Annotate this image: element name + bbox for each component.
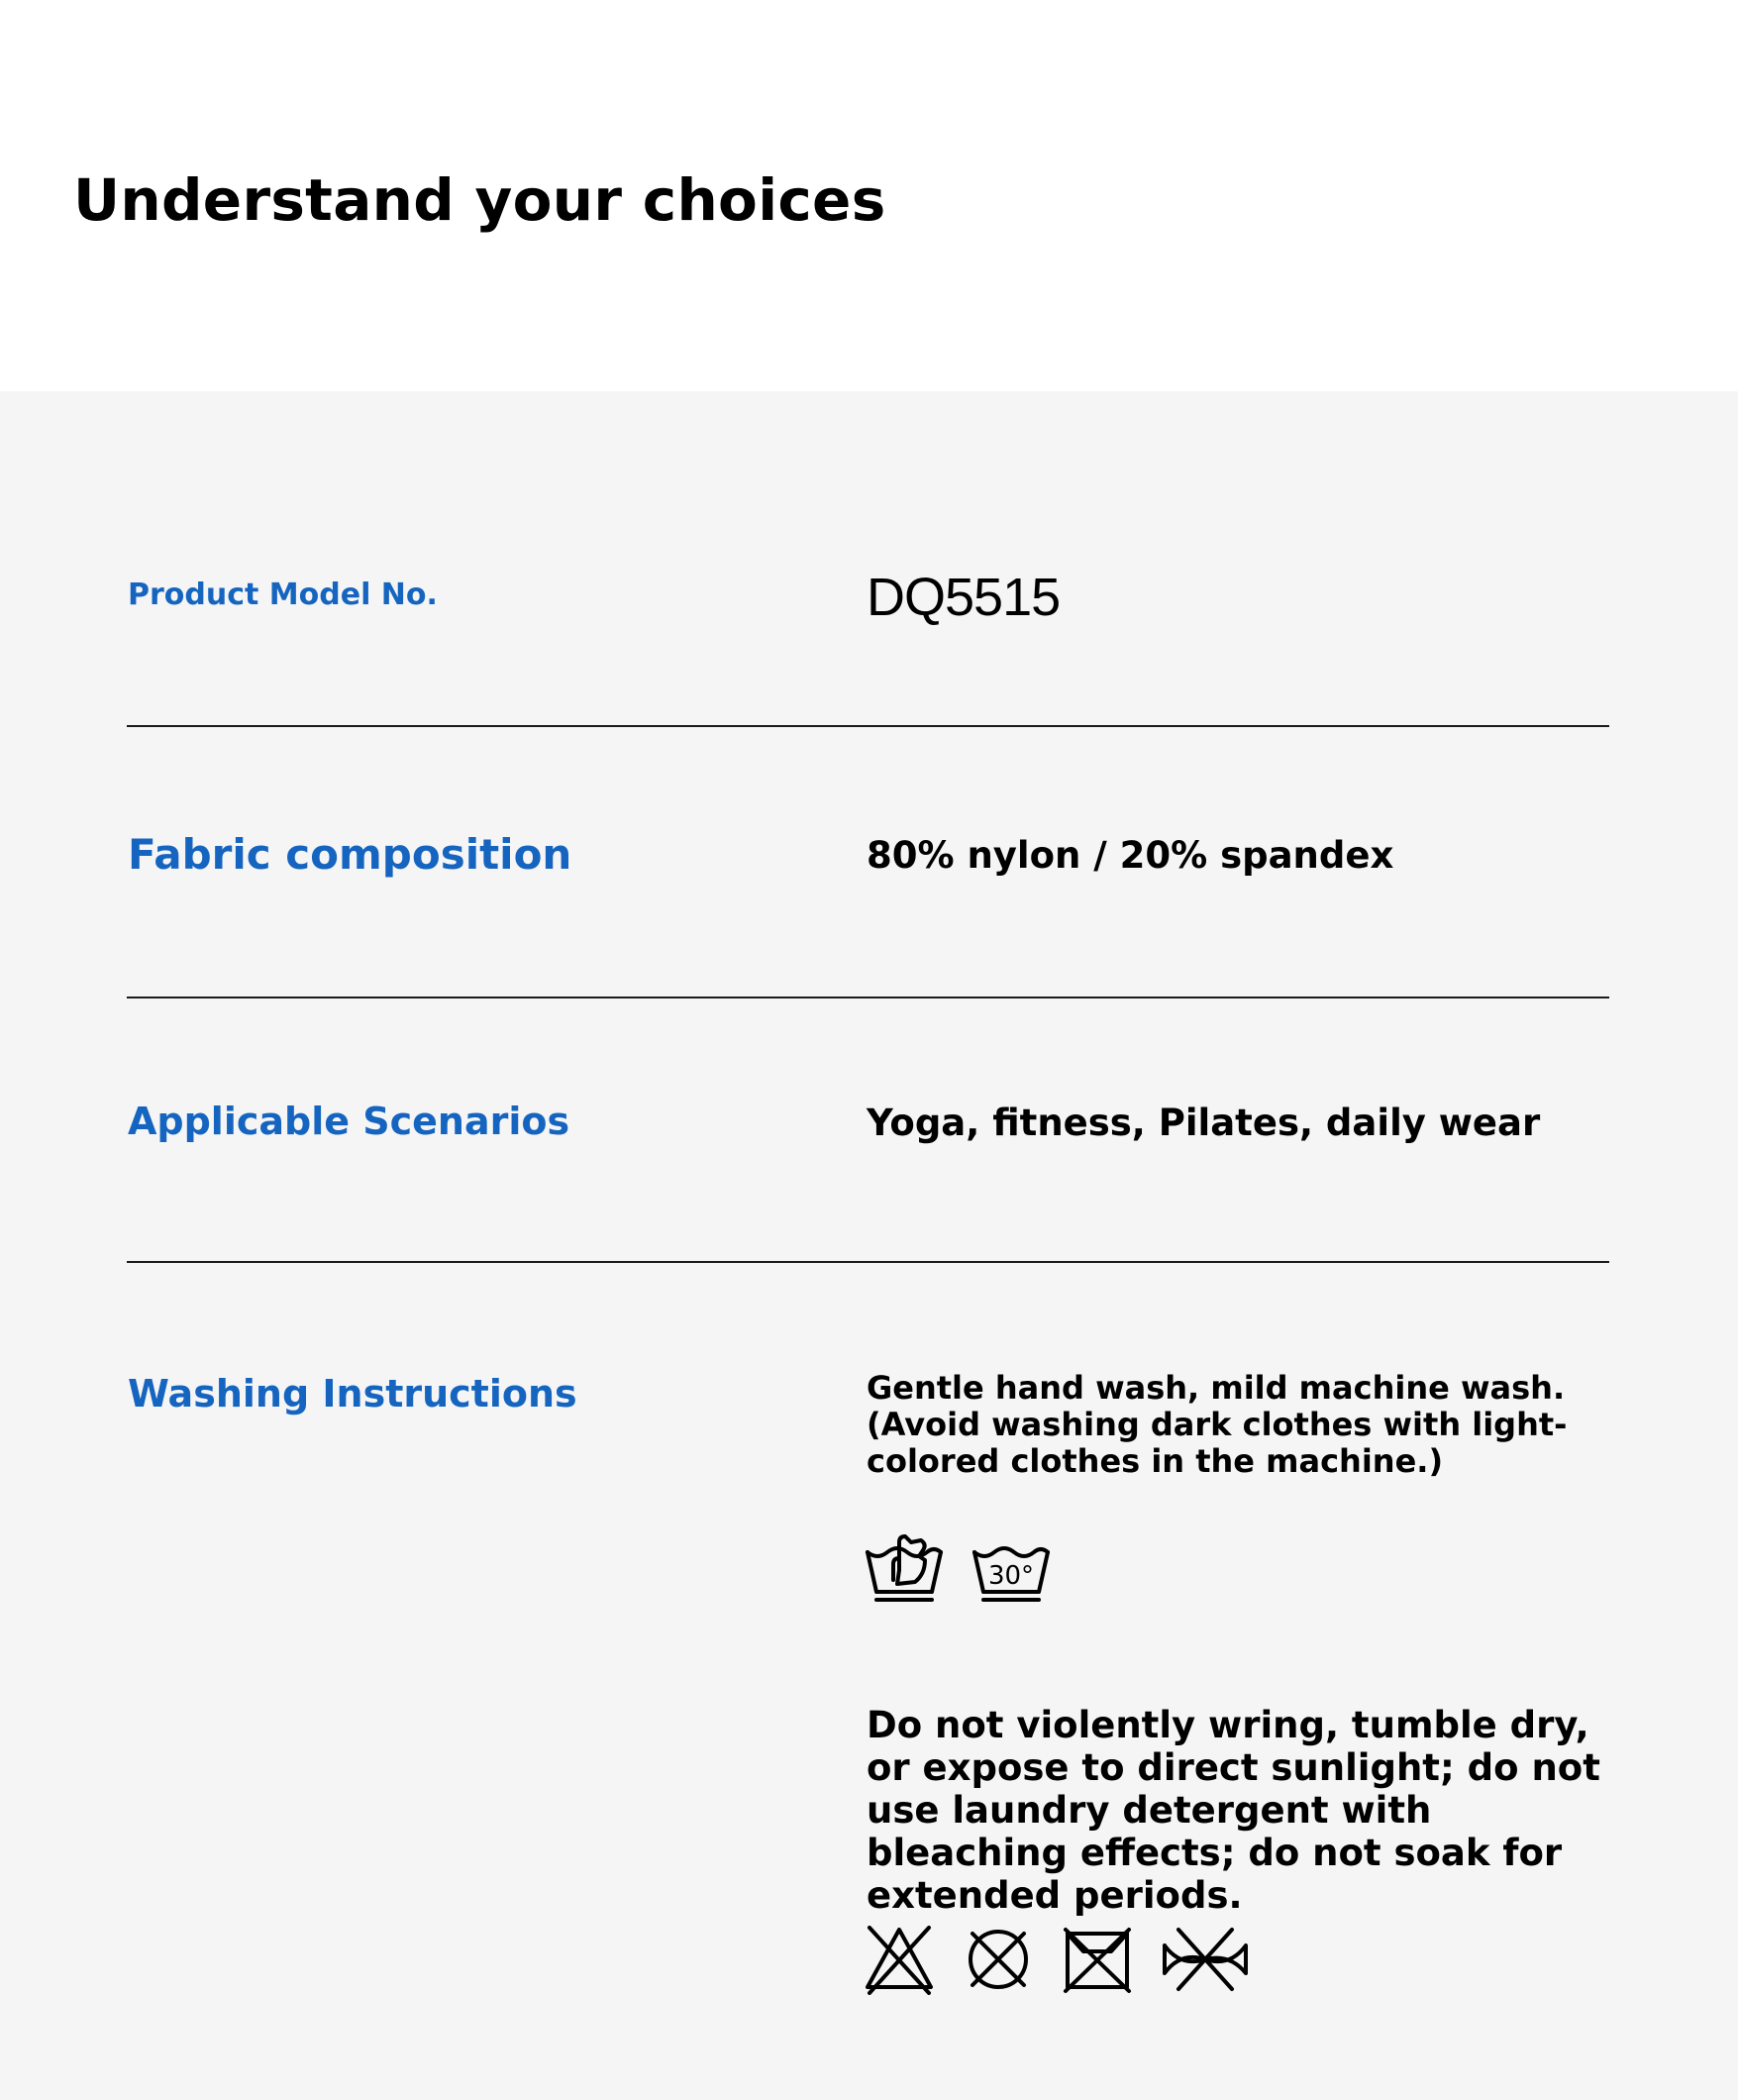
- applicable-scenarios-value: Yoga, fitness, Pilates, daily wear: [867, 1102, 1541, 1144]
- row-divider: [127, 725, 1609, 727]
- care-icons: [864, 1530, 1052, 1604]
- do-not-wring-icon: [1161, 1924, 1250, 1995]
- applicable-scenarios-label: Applicable Scenarios: [128, 1100, 570, 1143]
- washing-warning: Do not violently wring, tumble dry, or expose to direct sunlight; do not use laundry detergent with bleaching effects; do not soak for extended periods.: [867, 1704, 1600, 1917]
- row-divider: [127, 997, 1609, 998]
- do-not-tumble-dry-icon: [963, 1924, 1034, 1995]
- page-header: [0, 0, 1738, 391]
- prohibited-care-icons: [864, 1924, 1250, 1995]
- product-model-label: Product Model No.: [128, 578, 438, 612]
- row-divider: [127, 1261, 1609, 1263]
- machine-wash-30-icon: [971, 1530, 1052, 1604]
- product-model-value: DQ5515: [867, 568, 1061, 627]
- svg-text:30°: 30°: [987, 1561, 1035, 1591]
- hand-wash-icon: [864, 1530, 945, 1604]
- fabric-composition-label: Fabric composition: [128, 830, 572, 879]
- washing-instructions-label: Washing Instructions: [128, 1372, 577, 1416]
- washing-note: Gentle hand wash, mild machine wash. (Avoid washing dark clothes with light-colored clothes in the machine.): [867, 1369, 1568, 1480]
- page-title: Understand your choices: [73, 166, 886, 234]
- do-not-dry-in-sun-icon: [1062, 1924, 1133, 1995]
- do-not-bleach-icon: [864, 1924, 935, 1995]
- fabric-composition-value: 80% nylon / 20% spandex: [867, 834, 1394, 877]
